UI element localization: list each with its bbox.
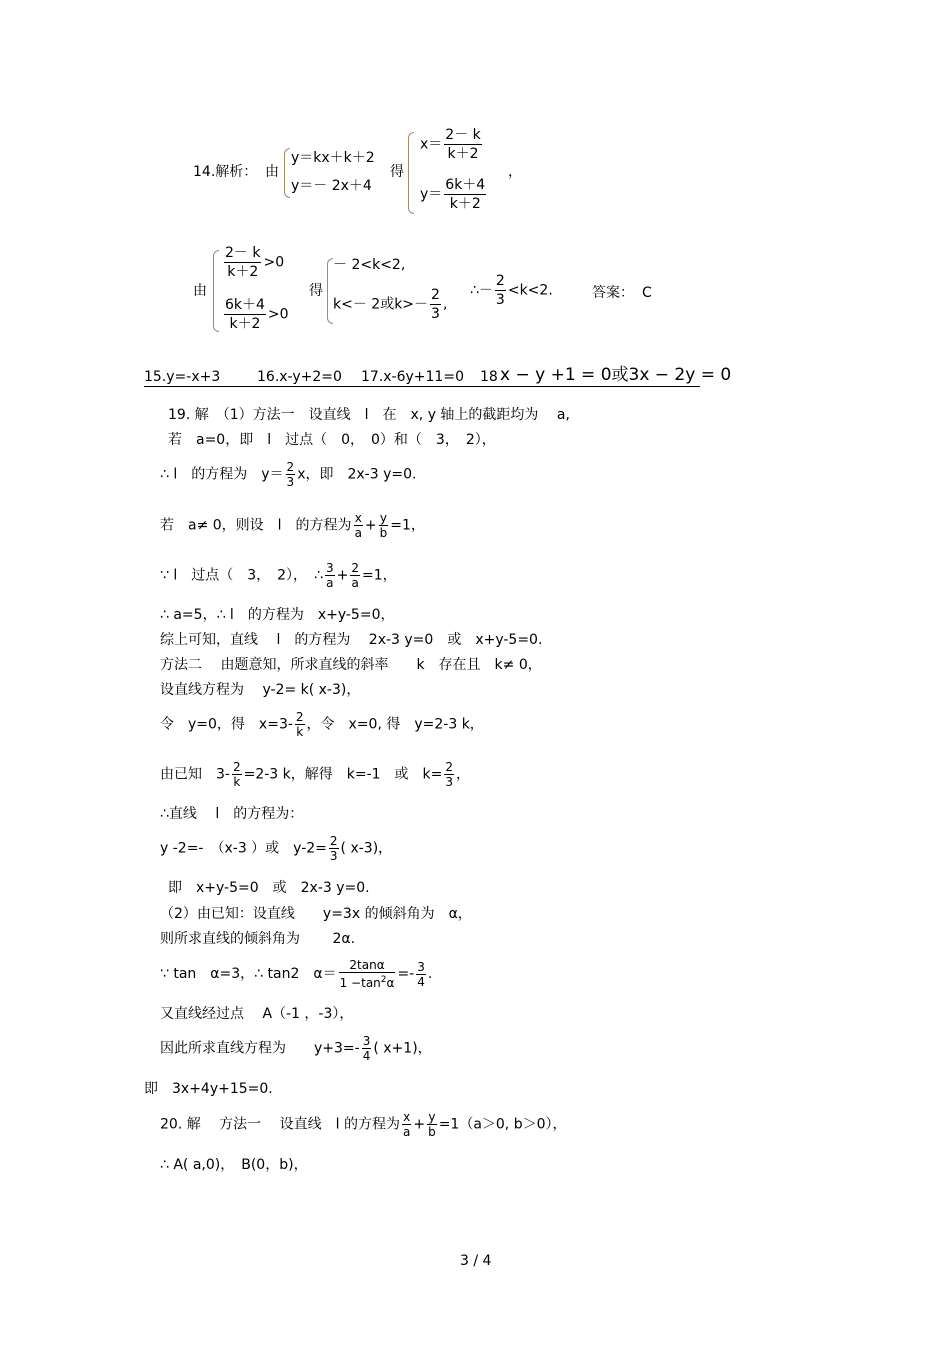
- q19-l11-f2: [444, 760, 454, 789]
- q19-l4-f2d: b: [379, 526, 388, 540]
- left-brace-icon: [408, 132, 414, 214]
- q14-cond2: [222, 296, 289, 333]
- q19-line13: [160, 834, 392, 863]
- q19-line16: 则所求直线的倾斜角为 2α.: [160, 931, 356, 947]
- q19-l4-f1: [354, 511, 363, 540]
- q14-c1-tail: >0: [263, 254, 285, 271]
- q20-l1-f1: [402, 1110, 411, 1139]
- q19-line9: 设直线方程为 y-2= k( x-3)，: [160, 682, 361, 698]
- q19-l4-a: 若 a≠ 0，则设 l 的方程为: [160, 517, 352, 534]
- q19-l11-c: ，: [456, 766, 471, 783]
- q14-y-fraction: [444, 176, 486, 213]
- q14-cond1: [222, 244, 284, 281]
- q19-line15: （2）由已知：设直线 y=3x 的倾斜角为 α，: [160, 906, 472, 922]
- q20-l1-f1d: a: [402, 1125, 411, 1139]
- left-brace-icon: [213, 250, 219, 332]
- q14-r1: － 2<k<2,: [333, 257, 406, 273]
- q14-answer: C: [642, 285, 652, 301]
- q19-l17-n2: 3: [417, 959, 425, 974]
- q19-l3-num: 2: [286, 460, 295, 474]
- q19-l11-f1: [232, 760, 242, 789]
- q19-l11-den: k: [233, 775, 241, 789]
- q19-line17: [160, 958, 432, 990]
- q19-l5-f1: [325, 561, 335, 590]
- q19-l13-b: ( x-3)，: [340, 840, 393, 857]
- q14-x-eq: x＝: [420, 136, 443, 153]
- q19-l13-a: y -2=- （x-3 ）或 y-2=: [160, 840, 327, 857]
- q19-l17-sup: 2: [380, 975, 387, 985]
- q14-r2-a: k<－ 2或k>－: [333, 296, 429, 313]
- q19-l19-num: 3: [362, 1034, 371, 1048]
- q19-l11-a: 由已知 3-: [160, 766, 230, 783]
- q20-l1-f2d: b: [428, 1125, 436, 1139]
- q19-l17-den-wrap: [339, 973, 396, 990]
- q19-l5-b: =1，: [361, 567, 397, 584]
- q14-answer-label: 答案：: [592, 285, 634, 301]
- q14-c1-num: 2－ k: [225, 245, 261, 261]
- answer-16: 16.x-y+2=0: [257, 369, 342, 385]
- q19-l5-f2n: 2: [351, 561, 359, 575]
- answer-18: x − y +1 = 0或3x − 2y = 0: [500, 365, 732, 385]
- q19-line12: ∴直线 l 的方程为：: [160, 806, 304, 822]
- q20-l1-b: =1（a＞0, b＞0），: [438, 1116, 567, 1133]
- q19-l17-d2: 4: [417, 974, 425, 989]
- q19-l19-a: 因此所求直线方程为 y+3=-: [160, 1040, 360, 1057]
- q19-l11-d2: 3: [445, 775, 454, 789]
- q14-you2: 由: [193, 283, 207, 299]
- q19-l4-f2n: y: [379, 511, 388, 525]
- q19-line6: ∴ a=5，∴ l 的方程为 x+y-5=0，: [160, 607, 395, 623]
- q14-y-eq: y＝: [420, 186, 443, 203]
- q19-l13-num: 2: [329, 834, 338, 848]
- q14-c1-fraction: [224, 244, 261, 281]
- q14-label: 14.解析：: [193, 164, 258, 180]
- q19-l17-a: ∵ tan α=3，∴ tan2 α＝: [160, 966, 337, 982]
- q19-l5-plus: +: [336, 567, 349, 584]
- q19-l11-num: 2: [232, 760, 241, 774]
- q14-x-den: k＋2: [447, 146, 479, 162]
- q14-conc-fraction: [495, 272, 506, 309]
- q14-conclusion: [470, 272, 553, 309]
- q14-sys1-b: y＝－ 2x＋4: [291, 178, 372, 194]
- q19-l4-plus: +: [364, 517, 377, 534]
- q20-l1-f1n: x: [403, 1110, 411, 1124]
- q19-l5-f1d: a: [326, 576, 334, 590]
- q20-line1: [160, 1110, 567, 1139]
- q19-line10: [160, 710, 484, 739]
- answer-18-num: 18: [480, 369, 498, 385]
- q19-line14: 即 x+y-5=0 或 2x-3 y=0.: [168, 880, 370, 896]
- q19-line1: 19. 解 （1）方法一 设直线 l 在 x, y 轴上的截距均为 a,: [168, 407, 570, 423]
- q19-line7: 综上可知，直线 l 的方程为 2x-3 y=0 或 x+y-5=0.: [160, 632, 543, 648]
- q19-l17-den2: α: [386, 976, 395, 990]
- answer-17: 17.x-6y+11=0: [361, 369, 464, 385]
- q14-comma: ，: [508, 164, 522, 180]
- q19-l17-den: 1 −tan: [339, 976, 381, 990]
- q14-x-num: 2－ k: [445, 127, 481, 143]
- q19-l10-den: k: [296, 725, 304, 739]
- q19-l13-fraction: [329, 834, 339, 863]
- q19-line8: 方法二 由题意知，所求直线的斜率 k 存在且 k≠ 0，: [160, 657, 542, 673]
- q20-line2: ∴ A( a,0)， B(0，b)，: [160, 1157, 308, 1173]
- q19-l10-fraction: [295, 710, 305, 739]
- q14-r2: [333, 286, 447, 323]
- q19-l4-f1d: a: [354, 526, 362, 540]
- q14-sys1-a: y＝kx＋k＋2: [291, 150, 375, 166]
- q19-l10-num: 2: [295, 710, 304, 724]
- q14-x-solution: [420, 126, 484, 163]
- q14-r2-tail: ,: [442, 296, 448, 313]
- q19-l3-den: 3: [286, 475, 295, 489]
- q14-c2-den: k＋2: [229, 316, 261, 332]
- q20-l1-plus: +: [413, 1116, 426, 1133]
- q19-l19-den: 4: [362, 1049, 371, 1063]
- q19-l3-a: ∴ l 的方程为 y＝: [160, 466, 284, 483]
- q19-l5-a: ∵ l 过点（ 3， 2）， ∴: [160, 567, 323, 584]
- q19-l17-num: 2tanα: [339, 958, 396, 973]
- q14-c2-tail: >0: [267, 306, 289, 323]
- q14-c1-den: k＋2: [227, 264, 259, 280]
- q19-l11-n2: 2: [445, 760, 454, 774]
- q14-c2-fraction: [224, 296, 266, 333]
- q14-conc-a: ∴－: [470, 282, 493, 299]
- q19-l19-b: ( x+1)，: [373, 1040, 432, 1057]
- q19-l10-b: ，令 x=0, 得 y=2-3 k，: [306, 716, 484, 733]
- q19-line11: [160, 760, 470, 789]
- q19-line3: [160, 460, 416, 489]
- q19-l4-f1n: x: [354, 511, 362, 525]
- q19-line20: 即 3x+4y+15=0.: [144, 1081, 273, 1097]
- q14-conc-num: 2: [495, 273, 505, 289]
- q19-l10-a: 令 y=0，得 x=3-: [160, 716, 293, 733]
- q19-line19: [160, 1034, 432, 1063]
- q14-c2-num: 6k＋4: [225, 297, 265, 313]
- q19-l3-fraction: [286, 460, 296, 489]
- q19-l3-b: x，即 2x-3 y=0.: [297, 466, 417, 483]
- q19-l19-fraction: [362, 1034, 372, 1063]
- q19-line2: 若 a=0，即 l 过点（ 0， 0）和（ 3， 2），: [168, 432, 496, 448]
- q19-l11-b: =2-3 k，解得 k=-1 或 k=: [243, 766, 443, 783]
- q20-l1-f2n: y: [428, 1110, 436, 1124]
- q14-x-fraction: [444, 126, 481, 163]
- q19-l4-f2: [379, 511, 389, 540]
- q14-r2-den: 3: [431, 306, 440, 322]
- answer-15: 15.y=-x+3: [144, 369, 221, 385]
- q14-conc-den: 3: [495, 292, 505, 308]
- q19-l13-den: 3: [329, 849, 338, 863]
- q19-l5-f2d: a: [351, 576, 359, 590]
- q19-l17-c: .: [427, 966, 433, 982]
- q19-l4-b: =1，: [390, 517, 425, 534]
- q14-de2: 得: [309, 283, 323, 299]
- q14-conc-tail: <k<2.: [507, 282, 553, 299]
- q14-y-num: 6k＋4: [445, 177, 486, 193]
- q19-l5-f1n: 3: [325, 561, 334, 575]
- q19-l17-f1: [339, 958, 396, 990]
- q19-line18: 又直线经过点 A（-1 ，-3），: [160, 1006, 354, 1022]
- q14-de: 得: [390, 164, 404, 180]
- answers-underline: [144, 386, 700, 387]
- q19-l17-b: =-: [397, 966, 415, 982]
- q19-l17-f2: [416, 960, 426, 989]
- left-brace-icon: [284, 148, 290, 198]
- page-number: 3 / 4: [460, 1253, 492, 1269]
- q20-l1-f2: [427, 1110, 437, 1139]
- q14-y-den: k＋2: [449, 196, 481, 212]
- q19-line4: [160, 511, 425, 540]
- q19-line5: [160, 561, 397, 590]
- q14-y-solution: [420, 176, 488, 213]
- q14-r2-fraction: [430, 286, 441, 323]
- q19-l5-f2: [350, 561, 360, 590]
- q14-you: 由: [265, 164, 279, 180]
- q20-l1-a: 20. 解 方法一 设直线 l 的方程为: [160, 1116, 400, 1133]
- q14-r2-num: 2: [431, 287, 440, 303]
